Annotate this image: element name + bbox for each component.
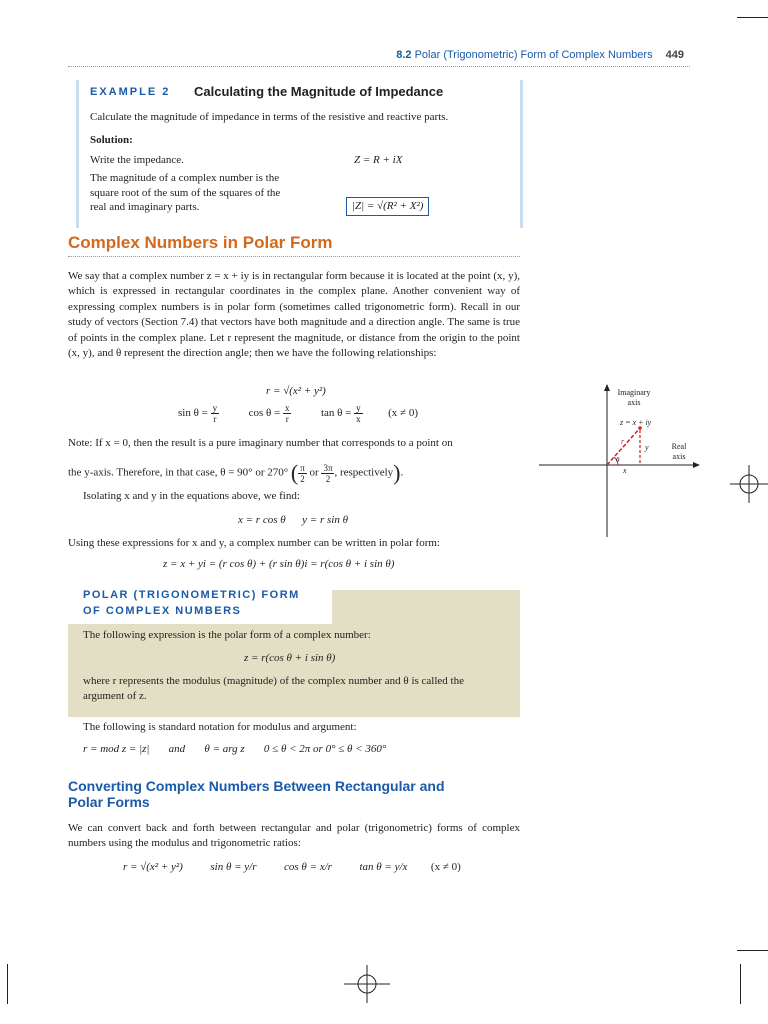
denominator: x [356,414,361,424]
point-label: z = x + iy [620,418,652,427]
fraction [321,463,334,484]
eq-cos: cos θ = x/r [284,861,332,873]
fraction [211,403,220,424]
note-text: the y-axis. Therefore, in that case, θ = 90° or 270° [68,466,289,479]
tan-label: tan θ = [320,407,352,420]
solution-label: Solution: [90,134,133,146]
numerator: y [212,403,218,413]
equation-polar: z = x + yi = (r cos θ) + (r sin θ)i = r(cos θ + i sin θ) [163,558,395,570]
example-intro: Calculate the magnitude of impedance in terms of the resistive and reactive parts. [90,111,449,123]
example-label: EXAMPLE 2 [90,86,171,98]
header-divider [68,66,690,67]
cos-label: cos θ = [248,407,281,420]
body-paragraph: We say that a complex number z = x + iy is in rectangular form because it is located at the point (x, y), which is expressed in rectangular coordinates in the complex plane. Another convenient way of expressing complex numbers is in polar form (sometimes called trigonometric form). Recall in our study of vectors (Section 7.4) that vectors have both magnitude and a direction angle. The same is true of points in the complex plane. Let r represent the magnitude, or distance from the origin to the point (x, y), and θ represent the direction angle; then we have the following relationships: [68,270,520,360]
using-text: Using these expressions for x and y, a complex number can be written in polar form: [68,537,440,549]
numerator: 3π [323,462,333,473]
arrow-right-icon [693,462,700,468]
denominator: r [285,414,289,424]
registration-mark-icon [730,465,768,503]
crop-mark [737,950,768,951]
eq-sin: sin θ = y/r [210,861,257,873]
step1-equation: Z = R + iX [354,154,403,166]
heading-divider [68,256,520,257]
fraction [354,403,363,424]
note-line1: Note: If x = 0, then the result is a pure imaginary number that corresponds to a point on [68,437,453,449]
section-number: 8.2 [396,49,412,61]
definition-title-line1: POLAR (TRIGONOMETRIC) FORM [83,589,300,601]
equation-trig-ratios [178,403,418,424]
notation-intro: The following is standard notation for modulus and argument: [83,721,357,733]
crop-mark [740,964,741,1004]
step1-text: Write the impedance. [90,154,184,166]
isolating-text: Isolating x and y in the equations above, we find: [83,490,300,502]
registration-mark-icon [344,965,390,1003]
imaginary-axis-label: Imaginary axis [617,388,651,407]
denominator: 2 [325,473,331,484]
denominator: 2 [300,473,305,484]
crop-mark [7,964,8,1004]
real-axis-label: Real axis [671,442,687,461]
equation-r: r = √(x² + y²) [266,385,326,397]
paren-close: ) [393,460,401,485]
theta-label: θ [616,456,620,464]
numerator: x [284,403,290,413]
page-number: 449 [665,49,684,61]
definition-text1: The following expression is the polar form of a complex number: [83,629,371,641]
fraction [283,403,292,424]
step2-equation: |Z| = √(R² + X²) [346,197,429,216]
definition-title-line2: OF COMPLEX NUMBERS [83,605,242,617]
arrow-up-icon [604,384,610,391]
paren-open: ( [290,460,299,485]
eq-r: r = √(x² + y²) [123,861,183,873]
eq-condition: (x ≠ 0) [430,861,461,873]
y-label: y [645,443,649,452]
eq-tan: tan θ = y/x [359,861,408,873]
tan-condition: (x ≠ 0) [388,407,418,420]
running-header [396,49,684,61]
notation-equation: r = mod z = |z| and θ = arg z 0 ≤ θ < 2π or 0° ≤ θ < 360° [83,743,387,755]
numerator: π [300,462,305,473]
numerator: y [356,403,361,413]
crop-mark [737,17,768,18]
sin-label: sin θ = [178,407,208,420]
note-text: , respectively [334,466,394,479]
definition-text2: where r represents the modulus (magnitude) of the complex number and θ is called the argument of z. [83,675,464,702]
section-title: Polar (Trigonometric) Form of Complex Numbers [414,49,653,61]
r-label: r [621,437,625,446]
step2-text: The magnitude of a complex number is the square root of the sum of the squares of the real and imaginary parts. [90,172,281,213]
modulus-vector [607,428,640,465]
denominator: r [213,414,217,424]
x-label: x [623,466,627,475]
body-paragraph: We can convert back and forth between rectangular and polar (trigonometric) forms of complex numbers using the modulus and trigonometric ratios: [68,822,520,850]
section-heading: Complex Numbers in Polar Form [68,233,333,252]
example-title: Calculating the Magnitude of Impedance [194,84,444,99]
fraction [298,463,307,484]
note-line2: the y-axis. Therefore, in that case, θ = 90° or 270° ( $\frac{\pi}{2}$ or $\frac{3\pi}{2}$ , respectively). [68,460,404,485]
conversion-equations [123,861,461,873]
definition-title [68,588,332,624]
or-text: or [309,466,319,479]
definition-equation: z = r(cos θ + i sin θ) [244,652,336,664]
equation-xy: x = r cos θ y = r sin θ [238,514,348,526]
subsection-heading: Converting Complex Numbers Between Rectangular and Polar Forms [68,778,445,810]
